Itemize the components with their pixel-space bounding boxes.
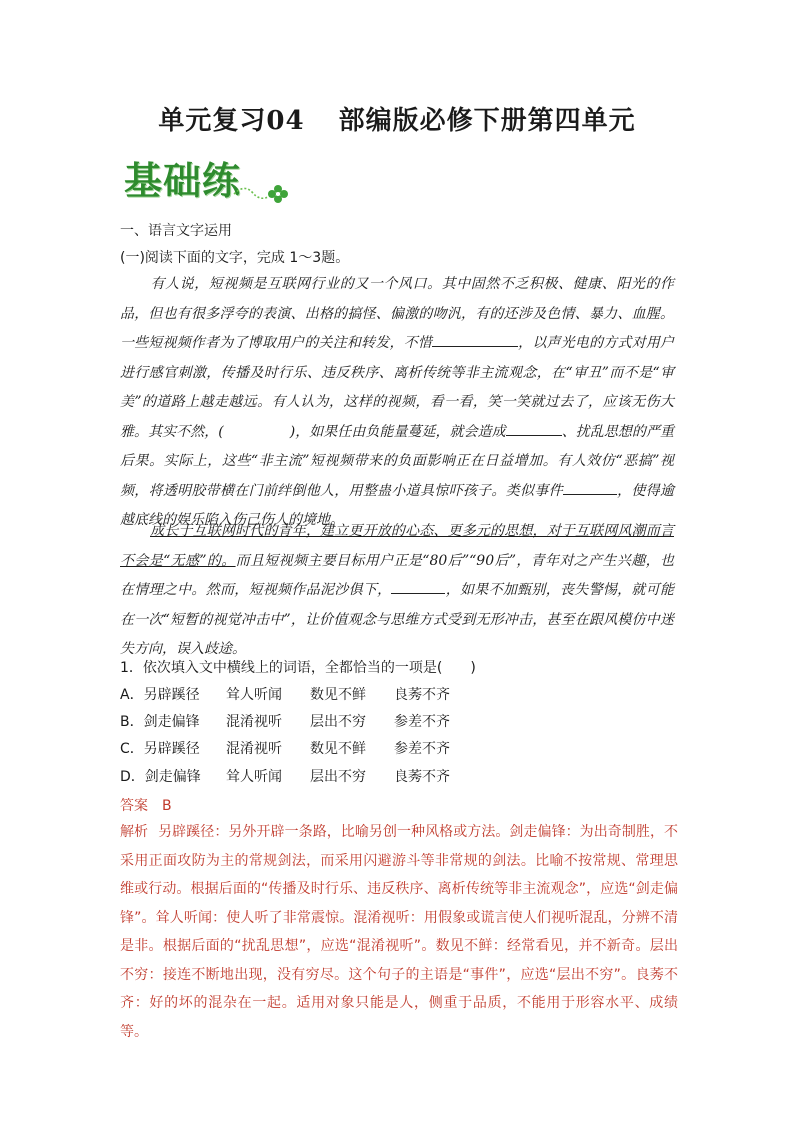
title-course: 部编版必修下册第四单元	[338, 106, 636, 136]
option-c: C．另辟蹊径 混淆视听 数见不鲜 参差不齐	[120, 741, 450, 757]
question-stem: 1．依次填入文中横线上的词语，全都恰当的一项是( )	[120, 660, 476, 676]
badge-label: 基础练	[124, 159, 242, 203]
reading-instruction: (一)阅读下面的文字，完成 1～3题。	[120, 250, 350, 266]
section-heading: 一、语言文字运用	[120, 223, 232, 239]
section-badge	[124, 150, 284, 212]
underlined-sentence: 成长于互联网时代的青年，建立更开放的心态、更多元的思想，对于互联网风潮而言不会是“无感”的。	[120, 523, 674, 569]
document-title	[0, 100, 794, 137]
title-unit: 单元复习04	[158, 106, 305, 136]
passage-paragraph-2: 成长于互联网时代的青年，建立更开放的心态、更多元的思想，对于互联网风潮而言不会是“无感”的。而且短视频主要目标用户正是“80后”“90后”，青年对之产生兴趣，也在情理之中。然而，短视频作品泥沙俱下， ，如果不加甄别，丧失警惕，就可能在一次“短暂的视觉冲击中”，让价值观念与思维方式受到无形冲击，甚至在跟风模仿中迷失方向，误入歧途。	[120, 523, 675, 657]
fill-blank-2	[506, 421, 562, 436]
option-a: A．另辟蹊径 耸人听闻 数见不鲜 良莠不齐	[120, 687, 450, 703]
option-b: B．剑走偏锋 混淆视听 层出不穷 参差不齐	[120, 714, 450, 730]
answer-value: B	[162, 798, 172, 814]
passage-paragraph-1: 有人说，短视频是互联网行业的又一个风口。其中固然不乏积极、健康、阳光的作品，但也有很多浮夸的表演、出格的搞怪、偏激的吻汎，有的还涉及色情、暴力、血腥。一些短视频作者为了博取用户的关注和转发，不惜 ，以声光电的方式对用户进行感官刺激，传播及时行乐、违反秩序、离析传统等非主流观念，在“审丑”而不是“审美”的道路上越走越远。有人认为，这样的视频，看一看，笑一笑就过去了，应该无伤大雅。其实不然，( )，如果任由负能量蔓延，就会造成 、扰乱思想的严重后果。实际上，这些“非主流”短视频带来的负面影响正在日益增加。有人效仿“恶搞”视频，将透明胶带横在门前绊倒他人，用整蛊小道具惊吓孩子。类似事件 ，使得逾越底线的娱乐陷入伤己伤人的境地。	[120, 276, 675, 528]
fill-blank-3	[563, 480, 617, 495]
answer-line	[120, 795, 172, 815]
analysis-text: 另辟蹊径：另外开辟一条路，比喻另创一种风格或方法。剑走偏锋：为出奇制胜，不采用正面攻防为主的常规剑法，而采用闪避游斗等非常规的剑法。比喻不按常规、常理思维或行动。根据后面的“传播及时行乐、违反秩序、离析传统等非主流观念”，应选“剑走偏锋”。耸人听闻：使人听了非常震惊。混淆视听：用假象或谎言使人们视听混乱，分辨不清是非。根据后面的“扰乱思想”，应选“混淆视听”。数见不鲜：经常看见，并不新奇。层出不穷：接连不断地出现，没有穷尽。这个句子的主语是“事件”，应选“层出不穷”。良莠不齐：好的坏的混杂在一起。适用对象只能是人，侧重于品质，不能用于形容水平、成绩等。	[120, 824, 679, 1040]
clover-vine-icon	[232, 180, 288, 210]
fill-blank-4	[391, 579, 445, 594]
fill-blank-1	[432, 332, 518, 347]
option-d: D．剑走偏锋 耸人听闻 层出不穷 良莠不齐	[120, 769, 450, 785]
analysis-label: 解析	[120, 824, 149, 840]
answer-label: 答案	[120, 798, 148, 814]
analysis-block	[120, 818, 678, 1046]
